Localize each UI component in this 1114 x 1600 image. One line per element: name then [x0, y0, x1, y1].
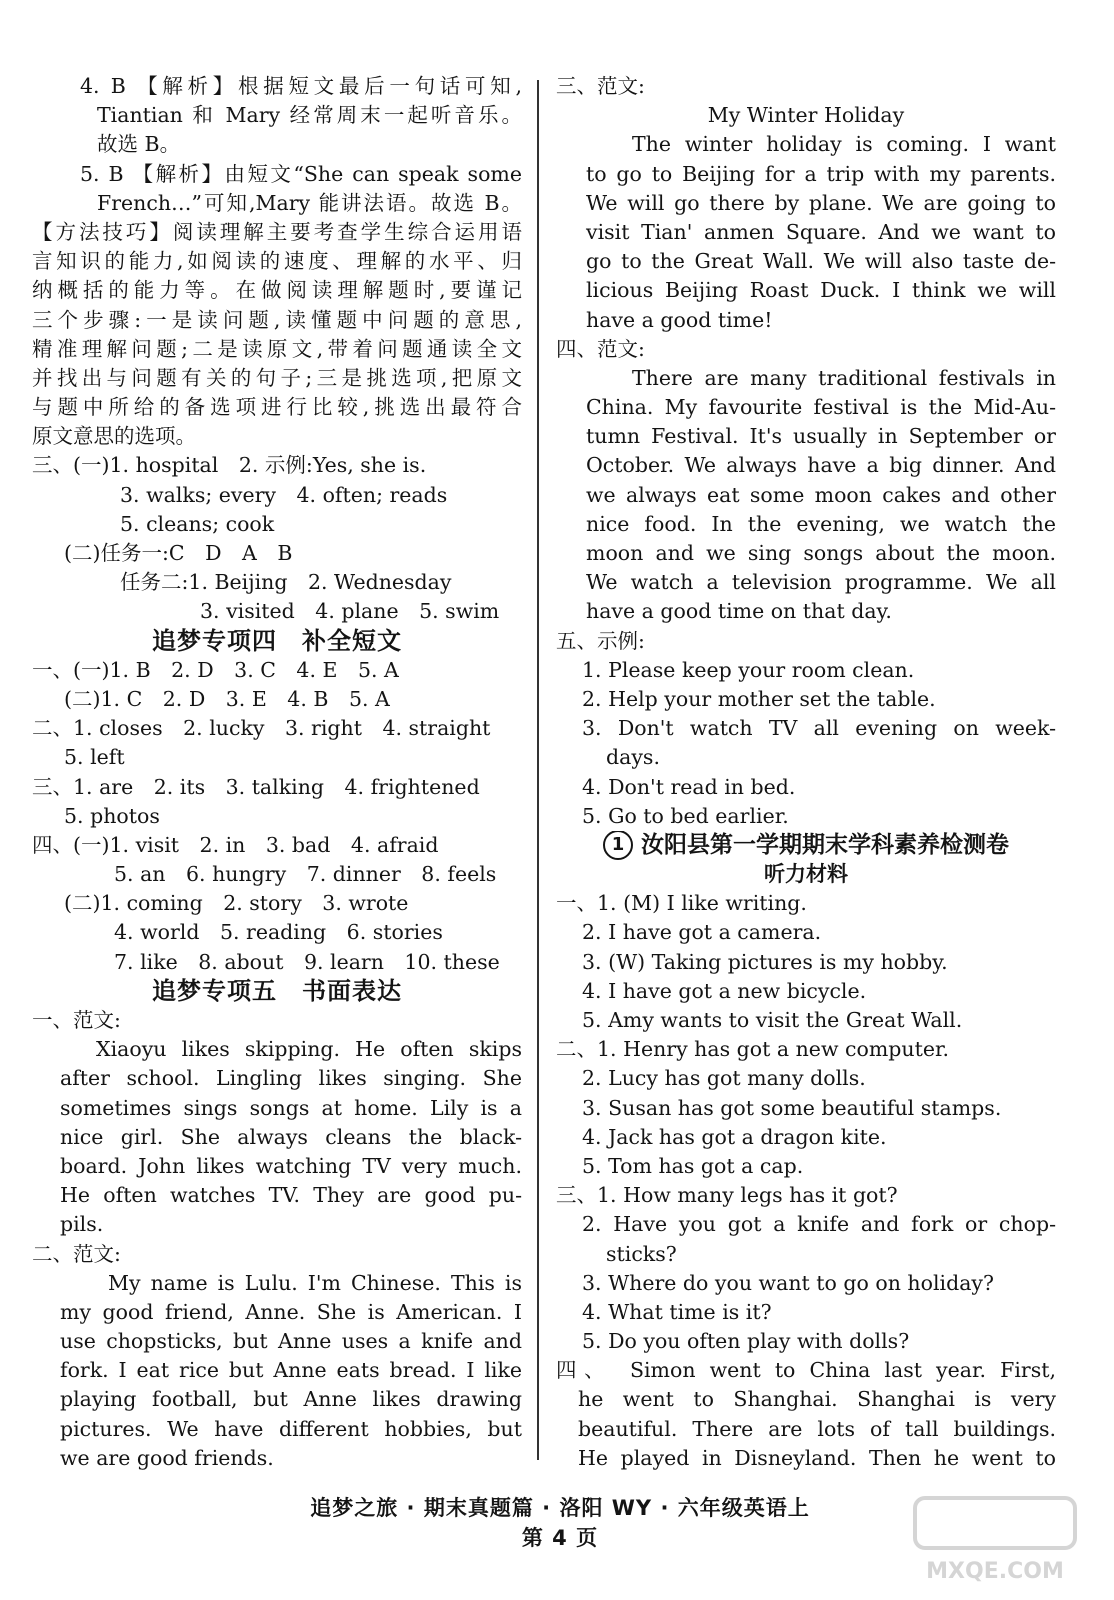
right-line	[556, 1006, 1056, 1035]
right-line	[556, 247, 1056, 276]
line-text: 【方法技巧】阅读理解主要考查学生综合运用语	[32, 219, 522, 244]
line-text: 5. Amy wants to visit the Great Wall.	[582, 1008, 963, 1032]
line-text: nice food. In the evening, we watch the	[586, 511, 1056, 536]
line-text: 7. like 8. about 9. learn 10. these	[114, 949, 500, 974]
exam-subtitle	[556, 860, 1056, 889]
section-heading	[32, 627, 522, 656]
right-line	[556, 1327, 1056, 1356]
line-text: have a good time on that day.	[586, 599, 892, 624]
line-text: 3. Don't watch TV all evening on week-	[582, 716, 1056, 741]
left-line	[32, 422, 522, 451]
line-text: licious Beijing Roast Duck. I think we will	[586, 278, 1056, 303]
right-line	[556, 714, 1056, 743]
line-text: 听力材料	[764, 862, 848, 887]
left-line	[32, 685, 522, 714]
left-line	[32, 481, 522, 510]
left-line	[32, 1181, 522, 1210]
right-line	[556, 918, 1056, 947]
right-line	[556, 977, 1056, 1006]
right-line	[556, 276, 1056, 305]
line-text: nice girl. She always cleans the black-	[60, 1124, 522, 1149]
line-text: sticks?	[606, 1241, 677, 1266]
line-text: My Winter Holiday	[707, 103, 905, 128]
line-text: board. John likes watching TV very much.	[60, 1153, 522, 1178]
line-text: 5. photos	[64, 803, 160, 828]
left-line	[32, 1444, 522, 1473]
watermark-icon	[895, 1490, 1095, 1590]
left-line	[32, 539, 522, 568]
right-line	[556, 1415, 1056, 1444]
line-text: 一、范文:	[32, 1008, 121, 1032]
right-line	[556, 1356, 1056, 1385]
line-text: fork. I eat rice but Anne eats bread. I like	[60, 1358, 522, 1383]
line-text: we are good friends.	[60, 1445, 274, 1470]
line-text: (二)1. coming 2. story 3. wrote	[64, 891, 409, 916]
line-text: China. My favourite festival is the Mid-Au-	[586, 395, 1056, 420]
right-line	[556, 948, 1056, 977]
line-text: (二)1. C 2. D 3. E 4. B 5. A	[64, 686, 390, 711]
line-text: to go to Beijing for a trip with my parents.	[586, 161, 1056, 186]
line-text: We watch a television programme. We all	[586, 570, 1056, 595]
line-text: 三个步骤:一是读问题,读懂题中问题的意思,	[32, 307, 522, 332]
line-text: tumn Festival. It's usually in September or	[586, 424, 1056, 449]
circled-number: 1	[603, 831, 633, 860]
line-text: 3. visited 4. plane 5. swim	[200, 599, 500, 624]
left-line	[32, 918, 522, 947]
line-text: 一、1. (M) I like writing.	[556, 891, 807, 916]
line-text: 4. B 【解析】根据短文最后一句话可知,	[80, 74, 522, 98]
line-text: have a good time!	[586, 307, 773, 332]
left-line	[32, 1269, 522, 1298]
line-text: 5. an 6. hungry 7. dinner 8. feels	[114, 862, 497, 887]
line-text: 三、范文:	[556, 74, 645, 98]
line-text: moon and we sing songs about the moon.	[586, 541, 1056, 565]
right-line	[556, 218, 1056, 247]
line-text: 追梦专项五 书面表达	[152, 976, 402, 1005]
line-text: 1. Please keep your room clean.	[582, 657, 915, 682]
right-line	[556, 130, 1056, 159]
left-line	[32, 247, 522, 276]
right-line	[556, 1064, 1056, 1093]
line-text: 4. I have got a new bicycle.	[582, 978, 867, 1003]
line-text: 二、1. closes 2. lucky 3. right 4. straight	[32, 716, 491, 741]
line-text: pictures. We have different hobbies, but	[60, 1416, 522, 1441]
line-text: 与题中所给的备选项进行比较,挑选出最符合	[32, 395, 522, 420]
line-text: 三、1. How many legs has it got?	[556, 1183, 898, 1208]
line-text: 精准理解问题;二是读原文,带着问题通读全文	[32, 336, 522, 361]
left-column	[32, 72, 522, 1473]
right-line	[556, 160, 1056, 189]
line-text: beautiful. There are lots of tall buildings.	[578, 1416, 1056, 1441]
right-line	[556, 1094, 1056, 1123]
left-line	[32, 1415, 522, 1444]
line-text: sometimes sings songs at home. Lily is a	[60, 1095, 522, 1120]
left-line	[32, 306, 522, 335]
right-line	[556, 656, 1056, 685]
left-line	[32, 889, 522, 918]
left-line	[32, 1356, 522, 1385]
right-line	[556, 510, 1056, 539]
line-text: go to the Great Wall. We will also taste de-	[586, 249, 1056, 274]
right-line	[556, 597, 1056, 626]
right-line	[556, 1240, 1056, 1269]
right-line	[556, 335, 1056, 364]
left-line	[32, 1064, 522, 1093]
right-line	[556, 1210, 1056, 1239]
line-text: pils.	[60, 1212, 104, 1237]
left-line	[32, 1385, 522, 1414]
line-text: 4. Jack has got a dragon kite.	[582, 1124, 887, 1149]
left-line	[32, 1210, 522, 1239]
line-text: French…”可知,Mary 能讲法语。故选 B。	[97, 190, 522, 215]
left-line	[32, 656, 522, 685]
line-text: We will go there by plane. We are going to	[586, 190, 1056, 215]
line-text: 3. (W) Taking pictures is my hobby.	[582, 949, 948, 974]
left-line	[32, 948, 522, 977]
left-line	[32, 743, 522, 772]
left-line	[32, 189, 522, 218]
left-line	[32, 510, 522, 539]
left-line	[32, 364, 522, 393]
right-line	[556, 189, 1056, 218]
line-text: 5. cleans; cook	[120, 511, 275, 536]
left-line	[32, 101, 522, 130]
right-line	[556, 422, 1056, 451]
line-text: There are many traditional festivals in	[632, 365, 1056, 390]
line-text: 2. I have got a camera.	[582, 920, 822, 945]
line-text: 4. world 5. reading 6. stories	[114, 920, 443, 945]
left-line	[32, 1298, 522, 1327]
exam-title	[556, 831, 1056, 860]
left-line	[32, 831, 522, 860]
left-line	[32, 451, 522, 480]
left-line	[32, 1240, 522, 1269]
left-line	[32, 130, 522, 159]
left-line	[32, 597, 522, 626]
line-text: My name is Lulu. I'm Chinese. This is	[108, 1270, 522, 1295]
line-text: 四、 Simon went to China last year. First,	[556, 1358, 1056, 1383]
right-line	[556, 773, 1056, 802]
line-text: we always eat some moon cakes and other	[586, 482, 1056, 507]
right-line	[556, 1152, 1056, 1181]
right-line	[556, 627, 1056, 656]
line-text: he went to Shanghai. Shanghai is very	[578, 1387, 1056, 1412]
line-text: 2. Have you got a knife and fork or chop-	[582, 1212, 1056, 1237]
left-line	[32, 1035, 522, 1064]
line-text: 二、范文:	[32, 1241, 121, 1266]
left-line	[32, 393, 522, 422]
right-line	[556, 1123, 1056, 1152]
line-text: use chopsticks, but Anne uses a knife and	[60, 1329, 522, 1354]
right-line	[556, 802, 1056, 831]
right-line	[556, 685, 1056, 714]
line-text: Tiantian 和 Mary 经常周末一起听音乐。	[97, 103, 522, 128]
left-line	[32, 1152, 522, 1181]
left-line	[32, 1327, 522, 1356]
watermark-text: MXQE.COM	[926, 1559, 1064, 1584]
line-text: days.	[606, 745, 660, 770]
line-text: 5. Do you often play with dolls?	[582, 1329, 910, 1354]
left-line	[32, 860, 522, 889]
line-text: 3. Susan has got some beautiful stamps.	[582, 1095, 1002, 1120]
line-text: 二、1. Henry has got a new computer.	[556, 1037, 950, 1062]
left-line	[32, 276, 522, 305]
column-divider	[537, 80, 539, 1460]
line-text: 4. What time is it?	[582, 1299, 772, 1324]
essay-title	[556, 101, 1056, 130]
left-line	[32, 335, 522, 364]
right-line	[556, 1035, 1056, 1064]
line-text: 2. Help your mother set the table.	[582, 686, 936, 711]
line-text: 5. Tom has got a cap.	[582, 1153, 804, 1178]
line-text: He often watches TV. They are good pu-	[60, 1183, 522, 1208]
right-line	[556, 743, 1056, 772]
right-column	[556, 72, 1056, 1473]
line-text: The winter holiday is coming. I want	[632, 132, 1056, 157]
line-text: 5. left	[64, 745, 125, 770]
left-line	[32, 72, 522, 101]
line-text: 四、范文:	[556, 336, 645, 361]
right-line	[556, 72, 1056, 101]
right-line	[556, 1444, 1056, 1473]
right-line	[556, 1385, 1056, 1414]
watermark-logo	[895, 1490, 1095, 1590]
line-text: 2. Lucy has got many dolls.	[582, 1066, 866, 1091]
left-line	[32, 1006, 522, 1035]
right-line	[556, 1269, 1056, 1298]
line-text: 三、(一)1. hospital 2. 示例:Yes, she is.	[32, 453, 427, 478]
line-text: 言知识的能力,如阅读的速度、理解的水平、归	[32, 249, 522, 274]
left-line	[32, 1094, 522, 1123]
right-line	[556, 1298, 1056, 1327]
right-line	[556, 481, 1056, 510]
line-text: 一、(一)1. B 2. D 3. C 4. E 5. A	[32, 657, 399, 682]
line-text: my good friend, Anne. She is American. I	[60, 1299, 522, 1324]
page-footer: 追梦之旅 · 期末真题篇 · 洛阳 WY · 六年级英语上 第 4 页	[310, 1496, 832, 1550]
line-text: 并找出与问题有关的句子;三是挑选项,把原文	[32, 365, 522, 390]
line-text: Xiaoyu likes skipping. He often skips	[96, 1037, 522, 1062]
left-line	[32, 773, 522, 802]
left-line	[32, 218, 522, 247]
right-line	[556, 539, 1056, 568]
line-text: 3. Where do you want to go on holiday?	[582, 1270, 994, 1295]
line-text: (二)任务一:C D A B	[64, 541, 293, 565]
right-line	[556, 451, 1056, 480]
right-line	[556, 1181, 1056, 1210]
right-line	[556, 364, 1056, 393]
line-text: after school. Lingling likes singing. She	[60, 1066, 522, 1091]
left-line	[32, 714, 522, 743]
line-text: visit Tian' anmen Square. And we want to	[586, 219, 1056, 244]
line-text: He played in Disneyland. Then he went to	[578, 1445, 1056, 1470]
line-text: playing football, but Anne likes drawing	[60, 1387, 522, 1412]
right-line	[556, 889, 1056, 918]
line-text: 五、示例:	[556, 628, 645, 653]
line-text: 3. walks; every 4. often; reads	[120, 482, 448, 507]
line-text: 5. Go to bed earlier.	[582, 803, 789, 828]
line-text: 4. Don't read in bed.	[582, 774, 796, 799]
right-line	[556, 393, 1056, 422]
line-text: October. We always have a big dinner. And	[586, 453, 1056, 478]
line-text: 故选 B。	[97, 132, 181, 157]
left-line	[32, 568, 522, 597]
line-text: 任务二:1. Beijing 2. Wednesday	[120, 570, 452, 595]
line-text: 汝阳县第一学期期末学科素养检测卷	[641, 831, 1009, 858]
section-heading	[32, 977, 522, 1006]
left-line	[32, 1123, 522, 1152]
line-text: 原文意思的选项。	[32, 424, 196, 449]
line-text: 三、1. are 2. its 3. talking 4. frightened	[32, 774, 480, 799]
left-line	[32, 160, 522, 189]
line-text: 四、(一)1. visit 2. in 3. bad 4. afraid	[32, 832, 439, 857]
right-line	[556, 306, 1056, 335]
line-text: 纳概括的能力等。在做阅读理解题时,要谨记	[32, 278, 522, 303]
left-line	[32, 802, 522, 831]
line-text: 追梦专项四 补全短文	[152, 626, 402, 655]
line-text: 5. B 【解析】由短文“She can speak some	[80, 161, 522, 186]
right-line	[556, 568, 1056, 597]
